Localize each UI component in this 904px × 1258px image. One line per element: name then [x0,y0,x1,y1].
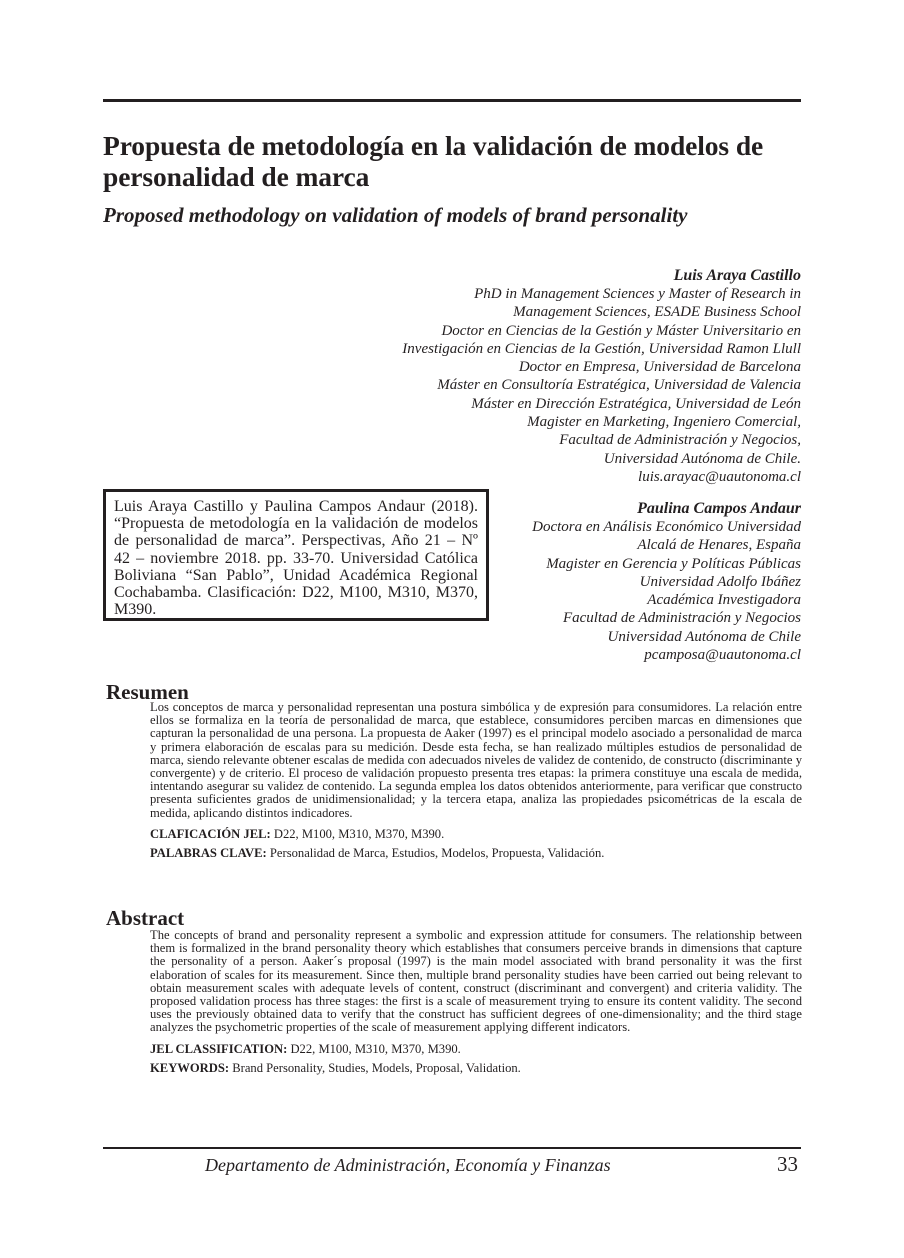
meta-label: KEYWORDS: [150,1060,230,1075]
article-subtitle: Proposed methodology on validation of models of brand personality [103,203,688,227]
author-credential: Magister en Marketing, Ingeniero Comercial, [527,414,801,431]
citation-box: Luis Araya Castillo y Paulina Campos Andaur (2018). “Propuesta de metodología en la validación de modelos de personalidad de marca”. Perspectivas, Año 21 – Nº 42 – noviembre 2018. pp. 33-70. Universidad Católica Boliviana “San Pablo”, Unidad Académica Regional Cochabamba. Clasificación: D22, M100, M310, M370, M390. [103,489,489,621]
author-block-1 [331,266,801,486]
meta-value: Personalidad de Marca, Estudios, Modelos, Propuesta, Validación. [269,846,605,861]
author-name: Paulina Campos Andaur [637,500,801,517]
meta-label: JEL CLASSIFICATION: [150,1041,288,1056]
author-block-2 [471,499,801,664]
author-credential: Alcalá de Henares, España [637,537,801,554]
page-number: 33 [777,1152,798,1176]
author-credential: Doctor en Empresa, Universidad de Barcelona [518,359,801,376]
author-email[interactable]: pcamposa@uautonoma.cl [644,647,801,664]
footer-department: Departamento de Administración, Economía y Finanzas [205,1155,611,1175]
author-credential: Universidad Autónoma de Chile. [603,450,801,467]
meta-label: CLAFICACIÓN JEL: [150,826,271,841]
author-credential: Universidad Autónoma de Chile [607,628,801,645]
author-credential: Académica Investigadora [647,592,801,609]
resumen-heading: Resumen [106,680,189,704]
author-email[interactable]: luis.arayac@uautonoma.cl [638,468,801,485]
author-credential: Universidad Adolfo Ibáñez [639,573,801,590]
author-credential: Doctor en Ciencias de la Gestión y Máster Universitario en [441,322,801,339]
resumen-section [150,701,802,860]
abstract-section [150,929,802,1075]
resumen-body: Los conceptos de marca y personalidad representan una postura simbólica y de expresión para consumidores. La relación entre ellos se formaliza en la teoría de personalidad de marca, que establece, consumidores perciben marcas en dimensiones que capturan la personalidad de una persona. La propuesta de Aaker (1997) es el principal modelo asociado a personalidad de marca y primera elaboración de escalas para su medición. Desde esta fecha, se han realizado múltiples estudios de personalidad de marca, siendo relevante obtener escalas de medida con adecuados niveles de validez de contenido, de constructo (discriminante y convergente) y de criterio. El proceso de validación propuesto presenta tres etapas: la primera constituye una escala de medida, intentando asegurar su validez de contenido. La segunda emplea los datos obtenidos anteriormente, para verificar que constructo presenta suficientes grados de unidimensionalidad; y la tercera etapa, analiza las propiedades psicométricas de la escala de medida, aplicando distintos indicadores. [150,700,802,820]
jel-classification-es [150,828,802,841]
top-rule [103,99,801,102]
meta-label: PALABRAS CLAVE: [150,846,267,861]
keywords-es [150,847,802,860]
abstract-heading: Abstract [106,906,185,930]
author-credential: Investigación en Ciencias de la Gestión, Universidad Ramon Llull [402,340,801,357]
meta-value: D22, M100, M310, M370, M390. [290,1041,461,1056]
author-credential: PhD in Management Sciences y Master of Research in [474,286,801,302]
author-name: Luis Araya Castillo [673,267,801,284]
author-credential: Doctora en Análisis Económico Universidad [532,519,801,535]
author-credential: Máster en Dirección Estratégica, Universidad de León [471,395,801,412]
meta-value: Brand Personality, Studies, Models, Proposal, Validation. [232,1060,521,1075]
author-credential: Facultad de Administración y Negocios, [559,432,801,449]
author-credential: Máster en Consultoría Estratégica, Universidad de Valencia [437,377,801,394]
meta-value: D22, M100, M310, M370, M390. [273,826,445,841]
author-credential: Management Sciences, ESADE Business School [513,304,801,321]
jel-classification-en [150,1043,802,1056]
author-credential: Facultad de Administración y Negocios [562,610,801,627]
abstract-body: The concepts of brand and personality represent a symbolic and expression attitude for consumers. The relationship between them is formalized in the brand personality theory which establishes that consumers perceive brands in dimensions that capture the personality of a person. Aaker´s proposal (1997) is the main model associated with brand personality it was the first elaboration of scales for its measurement. Since then, multiple brand personality studies have been carried out being relevant to obtain measurement scales with adequate levels of content, construct (discriminant and convergent) and criteria validity. The proposed validation process has three stages: the first is a scale of measurement trying to ensure its content validity. The second uses the previously obtained data to verify that the construct has sufficient degrees of one-dimensionality; and the third stage analyzes the psychometric properties of the scale of measurement applying different indicators. [150,928,802,1035]
article-title: Propuesta de metodología en la validación de modelos de personalidad de marca [103,130,764,192]
bottom-rule [103,1147,801,1149]
keywords-en [150,1062,802,1075]
author-credential: Magister en Gerencia y Políticas Públicas [546,555,801,572]
